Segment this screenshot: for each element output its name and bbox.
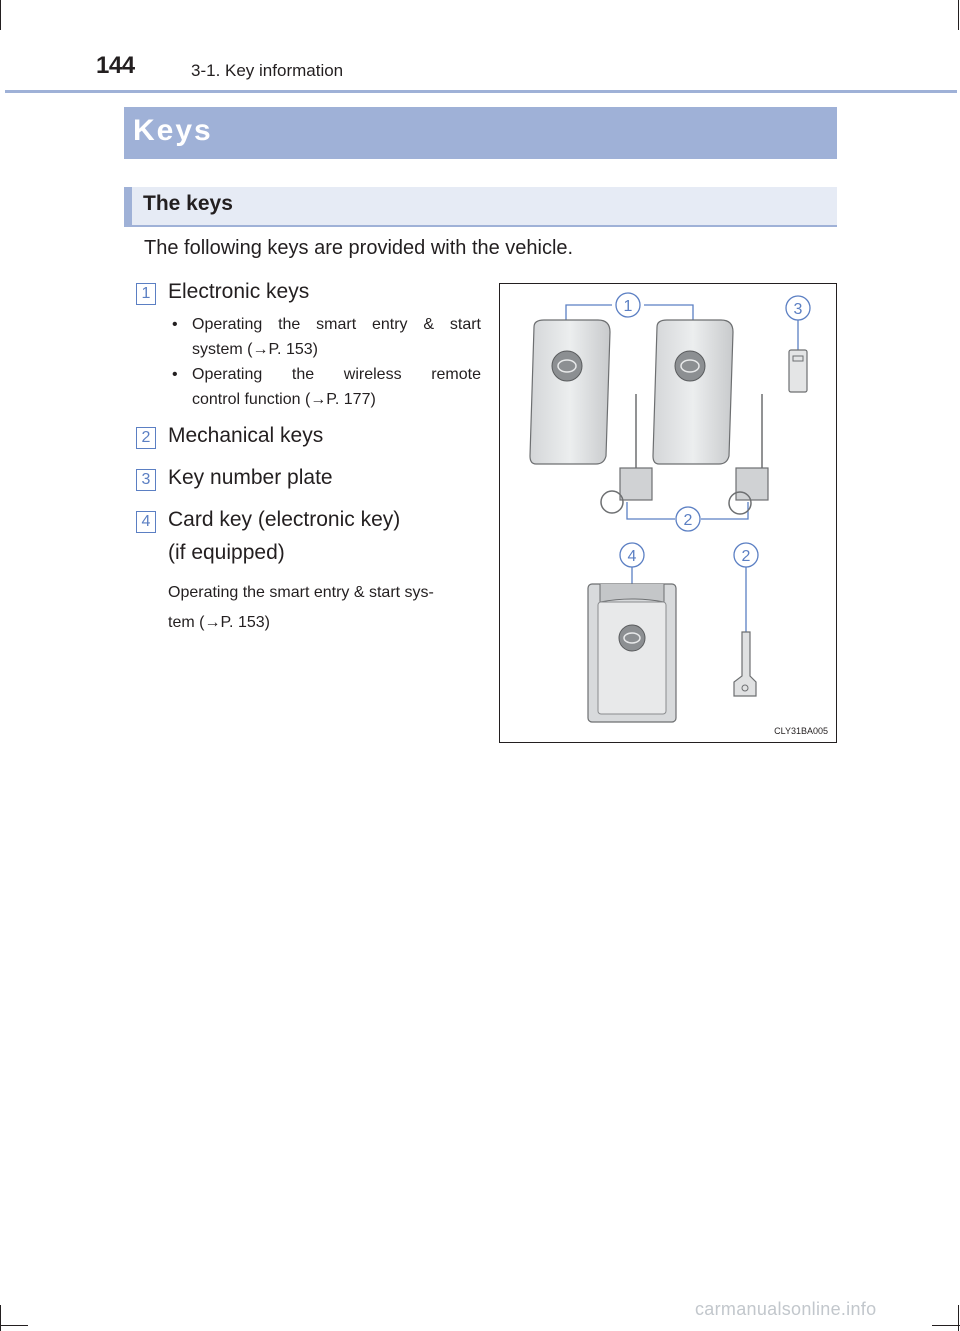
item-label-mechanical-keys: Mechanical keys: [168, 424, 324, 447]
figure-code: CLY31BA005: [774, 726, 828, 736]
callout-2a: [676, 507, 700, 531]
callout-2b-label: 2: [741, 548, 751, 565]
electronic-key-right: [653, 320, 768, 514]
page-number: 144: [96, 52, 135, 79]
subsection-title: The keys: [143, 192, 233, 215]
bullet-dot: •: [172, 316, 178, 333]
bullet-item: [170, 362, 481, 412]
crop-mark: [932, 1325, 960, 1326]
card-key: [588, 584, 676, 722]
callout-4: [620, 543, 644, 567]
item-label-card-key-line2: (if equipped): [168, 541, 285, 564]
electronic-key-bullets: [170, 312, 481, 412]
callout-2a-label: 2: [683, 512, 693, 529]
bullet-dot: •: [172, 366, 178, 383]
bullet-line1: Operating the smart entry & start: [192, 316, 481, 333]
crop-mark: [0, 1305, 1, 1331]
item-label-key-number-plate: Key number plate: [168, 466, 333, 489]
crop-mark: [0, 1325, 28, 1326]
callout-1-label: 1: [623, 298, 633, 315]
keys-illustration-svg: [500, 284, 836, 742]
item-number-4: 4: [136, 511, 156, 533]
callout-1: [616, 293, 640, 317]
electronic-key-left: [530, 320, 652, 513]
crop-mark: [958, 0, 959, 30]
keys-illustration: [499, 283, 837, 743]
chapter-title: 3-1. Key information: [191, 61, 344, 80]
callout-2b: [734, 543, 758, 567]
item-number-2: 2: [136, 427, 156, 449]
bullet-line2: system (→P. 153): [192, 341, 318, 358]
subsection-accent: [124, 187, 132, 225]
callout-4-label: 4: [627, 548, 637, 565]
item-number-3: 3: [136, 469, 156, 491]
mechanical-key-card: [734, 632, 756, 696]
item-label-card-key: Card key (electronic key): [168, 508, 401, 531]
section-title-bar: [124, 107, 837, 159]
callout-3: [786, 296, 810, 320]
item-label-electronic-keys: Electronic keys: [168, 280, 310, 303]
subsection-title-bar: [124, 187, 837, 227]
bullet-item: [170, 312, 481, 362]
intro-text: The following keys are provided with the vehicle.: [144, 237, 574, 259]
crop-mark: [958, 1305, 959, 1331]
section-title: Keys: [133, 114, 213, 147]
crop-mark: [0, 0, 1, 30]
card-key-desc-line1: Operating the smart entry & start sys-: [168, 584, 434, 601]
key-number-plate: [789, 350, 807, 392]
callout-3-label: 3: [793, 301, 803, 318]
bullet-line1: Operating the wireless remote: [192, 366, 481, 383]
header-rule: [5, 90, 957, 93]
bullet-line2: control function (→P. 177): [192, 391, 376, 408]
item-number-1: 1: [136, 283, 156, 305]
card-key-desc-line2: tem (→P. 153): [168, 614, 270, 631]
footer-watermark: carmanualsonline.info: [695, 1299, 877, 1319]
card-key-description: [168, 578, 483, 638]
